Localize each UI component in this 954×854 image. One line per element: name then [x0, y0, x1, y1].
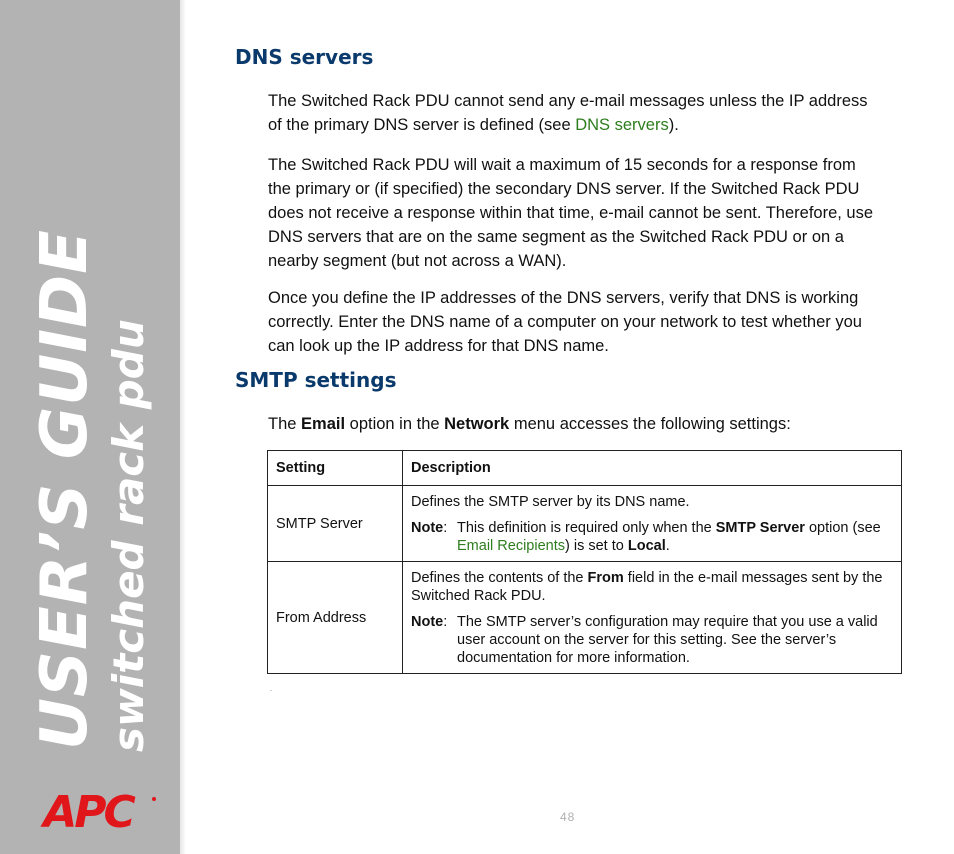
smtp-intro — [268, 412, 878, 436]
setting-smtp-server: SMTP Server — [268, 486, 403, 562]
note-label — [411, 519, 457, 555]
header-description: Description — [403, 451, 902, 486]
sidebar-title: USER’S GUIDE — [28, 229, 102, 750]
note-text — [457, 519, 893, 555]
note-label-text: Note — [411, 613, 444, 630]
from-bold: From — [587, 569, 624, 586]
smtp-intro-c: option in the — [345, 415, 445, 433]
dns-p1-text-a: The Switched Rack PDU cannot send any e-mail messages unless the IP address of the primary DNS server is defined (see — [268, 92, 868, 134]
dns-paragraph-3: Once you define the IP addresses of the DNS servers, verify that DNS is working correctly. Enter the DNS name of a computer on your network to test whether you can look up the IP address for that DNS name. — [268, 289, 862, 355]
sidebar-shadow — [180, 0, 186, 854]
note-text-e: . — [665, 537, 670, 554]
note-text: The SMTP server’s configuration may require that you use a valid user account on the server for this setting. See the server’s documentation for more information. — [457, 613, 878, 666]
table-header-row — [268, 451, 902, 486]
network-menu: Network — [444, 415, 510, 433]
from-address-note — [411, 613, 893, 667]
note-text-d: ) is set to — [565, 537, 628, 554]
dns-paragraph-2: The Switched Rack PDU will wait a maximum of 15 seconds for a response from the primary or (if specified) the secondary DNS server. If the Switched Rack PDU does not receive a response within that time, e-mail cannot be sent. Therefore, use DNS servers that are on the same segment as the Switched Rack PDU or on a nearby segment (but not across a WAN). — [268, 156, 874, 270]
dns-servers-link[interactable]: DNS servers — [575, 116, 669, 134]
header-setting: Setting — [268, 451, 403, 486]
smtp-intro-a: The — [268, 415, 302, 433]
page-number: 48 — [560, 810, 576, 824]
from-address-desc — [411, 569, 893, 605]
dns-paragraph-1 — [268, 89, 878, 137]
description-smtp-server — [403, 486, 902, 562]
smtp-server-desc: Defines the SMTP server by its DNS name. — [411, 493, 690, 510]
note-text-a: This definition is required only when the — [457, 519, 716, 536]
note-label — [411, 613, 457, 667]
smtp-intro-d: menu accesses the following settings: — [509, 415, 791, 433]
email-recipients-link[interactable]: Email Recipients — [457, 537, 565, 554]
desc-text-a: Defines the contents of the — [411, 569, 588, 586]
description-from-address — [403, 562, 902, 674]
dns-servers-heading: DNS servers — [235, 45, 374, 69]
stray-mark: . — [270, 684, 273, 693]
table-row — [268, 562, 902, 674]
desc-text-c: field in the e-mail messages sent by the Switched Rack PDU. — [411, 569, 883, 604]
setting-from-address: From Address — [268, 562, 403, 674]
dns-p1-text-b: ). — [668, 116, 679, 134]
note-text-c: option (see — [804, 519, 881, 536]
apc-logo — [18, 790, 158, 834]
smtp-server-note — [411, 519, 893, 555]
note-label-text: Note — [411, 519, 444, 536]
smtp-settings-table — [267, 450, 902, 674]
email-option: Email — [301, 415, 346, 433]
smtp-settings-heading: SMTP settings — [235, 368, 397, 392]
table-row — [268, 486, 902, 562]
local-bold: Local — [627, 537, 666, 554]
sidebar-subtitle: switched rack pdu — [104, 319, 153, 752]
svg-text:APC: APC — [43, 790, 133, 834]
smtp-server-bold: SMTP Server — [715, 519, 805, 536]
note-sep: : — [443, 613, 448, 630]
note-sep: : — [443, 519, 448, 536]
